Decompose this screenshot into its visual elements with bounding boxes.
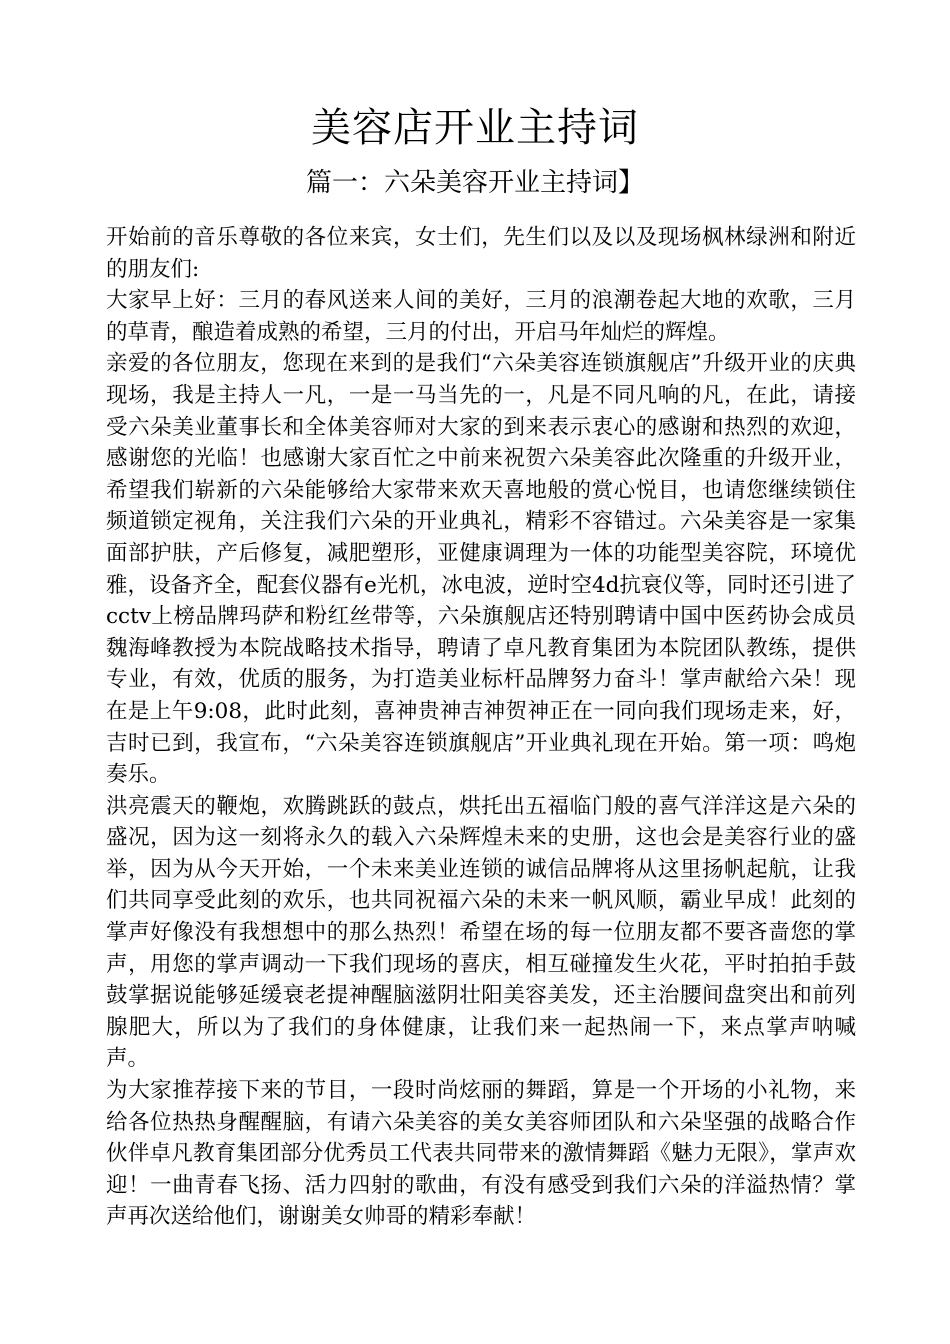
paragraph-introduction: 亲爱的各位朋友，您现在来到的是我们“六朵美容连锁旗舰店”升级开业的庆典现场，我是主持人一凡，一是一马当先的一，凡是不同凡响的凡，在此，请接受六朵美业董事长和全体美容师对大家的到来表示衷心的感谢和热烈的欢迎，感谢您的光临！也感谢大家百忙之中前来祝贺六朵美容此次隆重的升级开业，希望我们崭新的六朵能够给大家带来欢天喜地般的赏心悦目，也请您继续锁住频道锁定视角，关注我们六朵的开业典礼，精彩不容错过。六朵美容是一家集面部护肤，产后修复，减肥塑形，亚健康调理为一体的功能型美容院，环境优雅，设备齐全，配套仪器有e光机，冰电波，逆时空4d抗衰仪等，同时还引进了cctv上榜品牌玛萨和粉红丝带等，六朵旗舰店还特别聘请中国中医药协会成员魏海峰教授为本院战略技术指导，聘请了卓凡教育集团为本院团队教练，提供专业，有效，优质的服务，为打造美业标杆品牌努力奋斗！掌声献给六朵！现在是上午9:08，此时此刻，喜神贵神吉神贺神正在一同向我们现场走来，好，吉时已到，我宣布，“六朵美容连锁旗舰店”开业典礼现在开始。第一项：鸣炮奏乐。 [106, 351, 856, 788]
document-title: 美容店开业主持词 [311, 105, 639, 151]
paragraph-greeting: 大家早上好：三月的春风送来人间的美好，三月的浪潮卷起大地的欢歌，三月的草青，酿造着成熟的希望，三月的付出，开启马年灿烂的辉煌。 [106, 288, 856, 345]
document-subtitle: 篇一：六朵美容开业主持词】 [305, 168, 644, 198]
paragraph-opening: 开始前的音乐尊敬的各位来宾，女士们，先生们以及以及现场枫林绿洲和附近的朋友们: [106, 225, 856, 282]
paragraph-firecrackers: 洪亮震天的鞭炮，欢腾跳跃的鼓点，烘托出五福临门般的喜气洋洋这是六朵的盛况，因为这一刻将永久的载入六朵辉煌未来的史册，这也会是美容行业的盛举，因为从今天开始，一个未来美业连锁的诚信品牌将从这里扬帆起航，让我们共同享受此刻的欢乐，也共同祝福六朵的未来一帆风顺，霸业早成！此刻的掌声好像没有我想想中的那么热烈！希望在场的每一位朋友都不要吝啬您的掌声，用您的掌声调动一下我们现场的喜庆，相互碰撞发生火花，平时拍拍手鼓鼓掌据说能够延缓衰老提神醒脑滋阴壮阳美容美发，还主治腰间盘突出和前列腺肥大，所以为了我们的身体健康，让我们来一起热闹一下，来点掌声呐喊声。 [106, 793, 856, 1072]
document-body [106, 222, 856, 1233]
paragraph-dance-program: 为大家推荐接下来的节目，一段时尚炫丽的舞蹈，算是一个开场的小礼物，来给各位热热身醒醒脑，有请六朵美容的美女美容师团队和六朵坚强的战略合作伙伴卓凡教育集团部分优秀员工代表共同带来的激情舞蹈《魅力无限》，掌声欢迎！一曲青春飞扬、活力四射的歌曲，有没有感受到我们六朵的洋溢热情？掌声再次送给他们，谢谢美女帅哥的精彩奉献！ [106, 1078, 856, 1230]
